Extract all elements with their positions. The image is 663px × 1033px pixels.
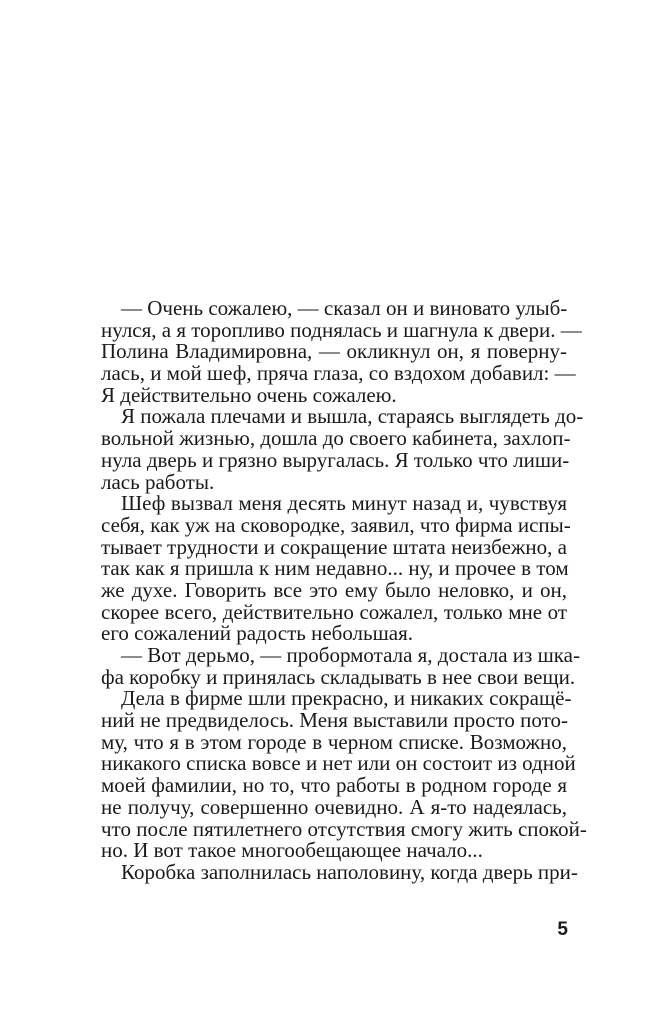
text-line: Я пожала плечами и вышла, стараясь выглядеть до- xyxy=(121,404,584,429)
text-line: — Очень сожалею, — сказал он и виновато улыб- xyxy=(121,296,568,320)
text-line: никакого списка вовсе и нет или он состоит из одной xyxy=(101,751,576,776)
text-line: себя, как уж на сковородке, заявил, что фирма испы- xyxy=(101,512,571,537)
text-line: так как я пришла к ним недавно... ну, и прочее в том xyxy=(101,556,569,581)
text-line: нула дверь и грязно выругалась. Я только что лиши- xyxy=(101,447,570,472)
text-line: лась, и мой шеф, пряча глаза, со вздохом добавил: — xyxy=(101,361,576,386)
text-line: моей фамилии, но то, что работы в родном городе я xyxy=(101,773,567,798)
text-line: Я действительно очень сожалею. xyxy=(101,382,397,407)
text-line: нулся, а я торопливо поднялась и шагнула к двери. — xyxy=(101,317,582,342)
text-line: фа коробку и принялась складывать в нее свои вещи. xyxy=(101,664,576,689)
page-body-text xyxy=(101,296,587,884)
text-line: его сожалений радость небольшая. xyxy=(101,621,414,646)
text-line: ний не предвиделось. Меня выставили просто пото- xyxy=(101,708,568,733)
text-line: тывает трудности и сокращение штата неизбежно, а xyxy=(101,534,567,559)
text-line: что после пятилетнего отсутствия смогу жить спокой- xyxy=(101,816,587,841)
text-line: Дела в фирме шли прекрасно, и никаких сокращё- xyxy=(121,686,572,711)
text-line: же духе. Говорить все это ему было неловко, и он, xyxy=(101,577,567,602)
text-line: Шеф вызвал меня десять минут назад и, чувствуя xyxy=(121,491,567,516)
text-line: му, что я в этом городе в черном списке. Возможно, xyxy=(101,729,567,754)
text-line: — Вот дерьмо, — пробормотала я, достала из шка- xyxy=(121,643,580,667)
page-number: 5 xyxy=(557,919,568,940)
text-line: не получу, совершенно очевидно. А я-то надеялась, xyxy=(101,794,567,819)
text-line: лась работы. xyxy=(101,469,215,494)
text-line: Полина Владимировна, — окликнул он, я поверну- xyxy=(101,339,567,364)
text-line: Коробка заполнилась наполовину, когда дверь при- xyxy=(121,859,578,884)
text-line: но. И вот такое многообещающее начало... xyxy=(101,838,483,863)
text-line: вольной жизнью, дошла до своего кабинета, захлоп- xyxy=(101,426,571,451)
text-line: скорее всего, действительно сожалел, только мне от xyxy=(101,599,567,624)
